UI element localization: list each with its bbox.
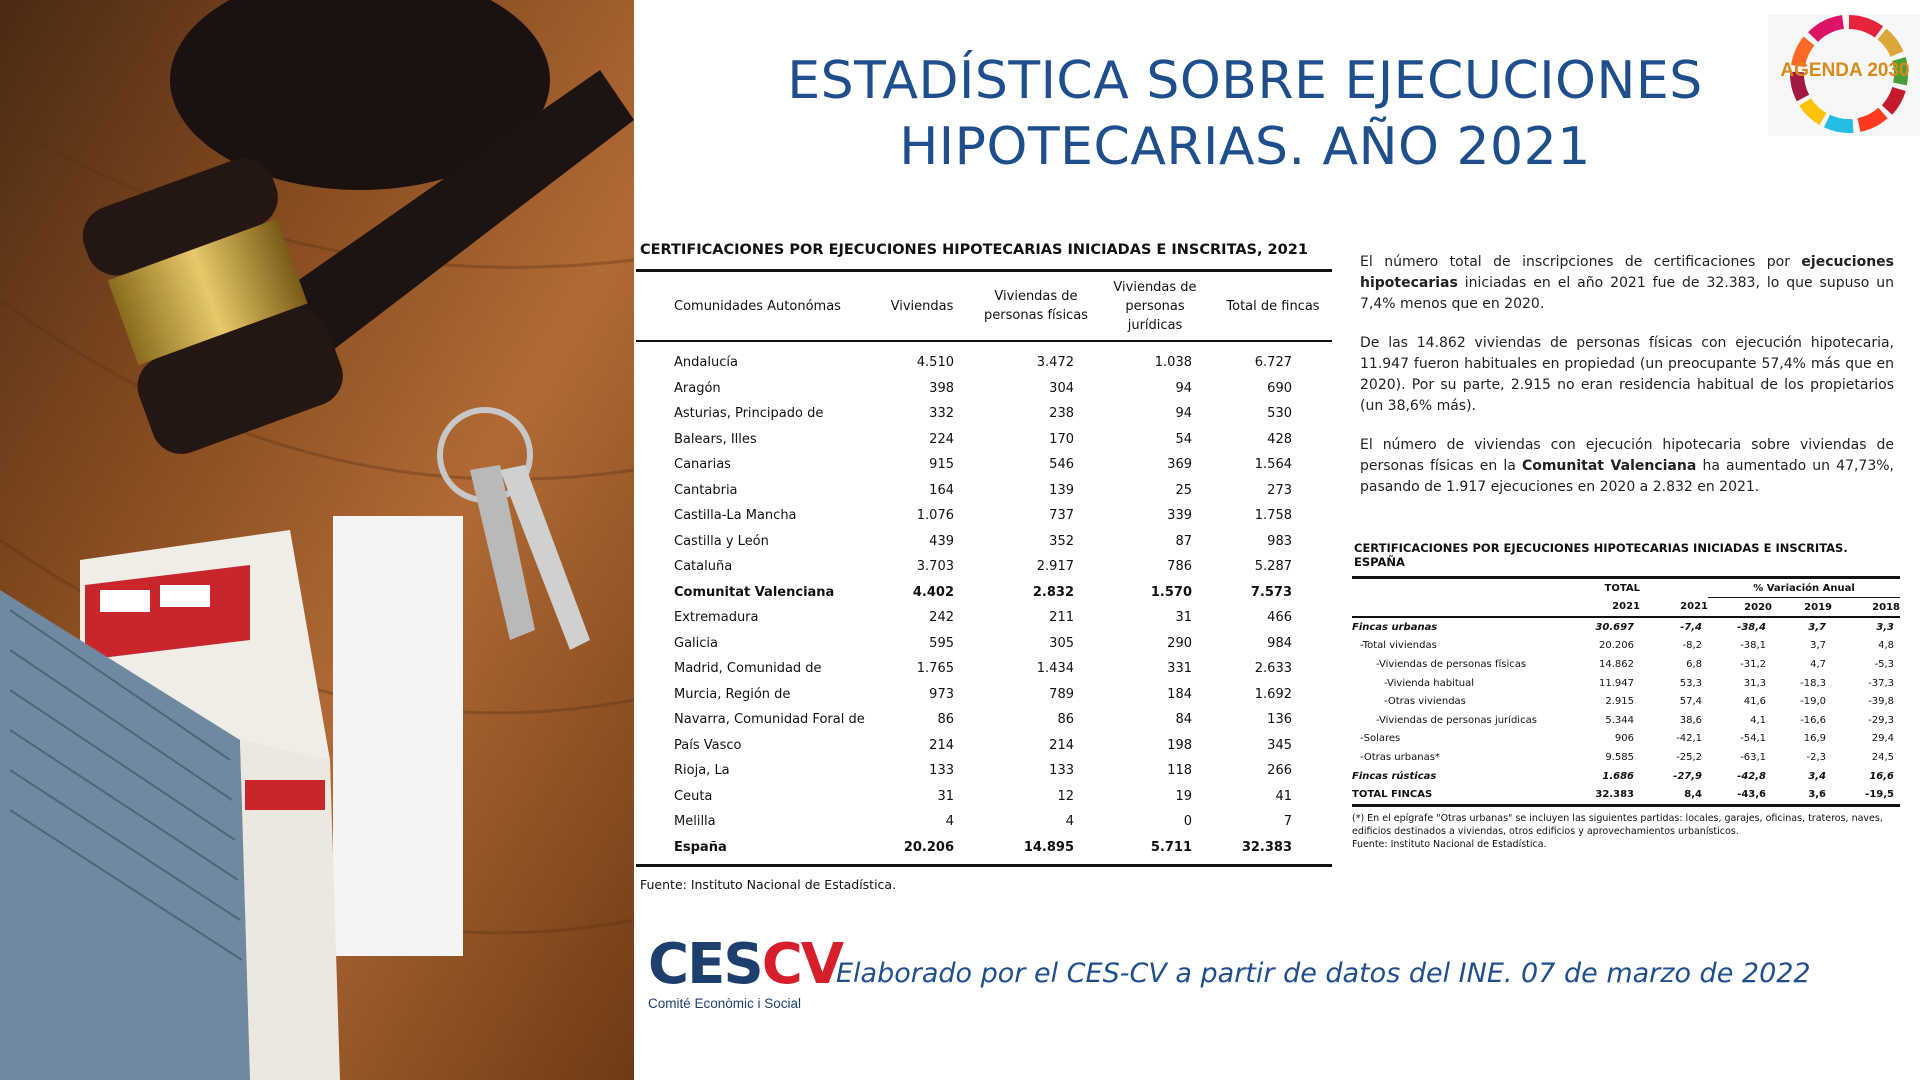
table-row [636, 341, 1332, 376]
variation-value: -31,2 [1740, 658, 1766, 670]
variation-value: -8,2 [1682, 640, 1702, 652]
fisicas-value: 4 [1065, 814, 1074, 830]
table-row [1352, 674, 1900, 693]
fisicas-value: 789 [1049, 686, 1074, 702]
table-row [636, 478, 1332, 504]
variation-value: 3,4 [1808, 770, 1826, 782]
variation-value: -18,3 [1800, 677, 1826, 689]
total-value: 9.585 [1605, 751, 1634, 763]
region-name: Galicia [674, 635, 718, 651]
table-row [1352, 711, 1900, 730]
region-name: Murcia, Región de [674, 686, 791, 702]
logo-subtitle: Comité Econòmic i Social [648, 996, 802, 1011]
viviendas-value: 332 [929, 406, 954, 422]
fisicas-value: 3.472 [1036, 355, 1074, 371]
total-value: 266 [1267, 763, 1292, 779]
regional-table [636, 269, 1332, 867]
region-name: Comunitat Valenciana [674, 584, 835, 600]
fisicas-value: 1.434 [1036, 661, 1074, 677]
spain-year-header: 2018 [1832, 598, 1900, 618]
col-header-juridicas: Viviendas de personas jurídicas [1096, 271, 1214, 342]
spain-year-header: 2021 [1640, 598, 1708, 618]
variation-value: 31,3 [1743, 677, 1766, 689]
viviendas-value: 224 [929, 431, 954, 447]
variation-value: 38,6 [1679, 714, 1702, 726]
total-value: 906 [1614, 733, 1634, 745]
variation-value: 3,6 [1772, 785, 1832, 805]
region-name: Balears, Illes [674, 431, 757, 447]
variation-value: 4,1 [1750, 714, 1766, 726]
viviendas-value: 915 [929, 457, 954, 473]
variation-value: 16,6 [1869, 770, 1894, 782]
juridicas-value: 94 [1175, 406, 1192, 422]
spain-table-footnote: (*) En el epígrafe "Otras urbanas" se incluyen las siguientes partidas: locales, garajes, oficinas, trateros, naves, edificios destinados a viviendas, otros edificios y aprovechamientos urbanísticos. [1352, 812, 1883, 837]
viviendas-value: 4 [945, 814, 954, 830]
fisicas-value: 139 [1049, 482, 1074, 498]
variation-value: -27,9 [1673, 770, 1702, 782]
row-label: -Viviendas de personas físicas [1376, 658, 1527, 670]
juridicas-value: 1.038 [1154, 355, 1192, 371]
table-row [636, 758, 1332, 784]
total-value: 1.686 [1602, 770, 1634, 782]
juridicas-value: 5.711 [1096, 835, 1214, 866]
total-value: 345 [1267, 737, 1292, 753]
col-header-viviendas: Viviendas [868, 271, 976, 342]
spain-table-section [1352, 541, 1900, 851]
juridicas-value: 31 [1175, 610, 1192, 626]
spain-table [1352, 576, 1900, 807]
fisicas-value: 86 [1057, 712, 1074, 728]
fisicas-value: 238 [1049, 406, 1074, 422]
col-header-fisicas: Viviendas de personas físicas [976, 271, 1096, 342]
summary-text [1360, 252, 1894, 516]
juridicas-value: 87 [1175, 533, 1192, 549]
table-row [1352, 748, 1900, 767]
region-name: Cataluña [674, 559, 733, 575]
variation-value: 3,3 [1876, 621, 1894, 633]
variation-value: -42,1 [1676, 733, 1702, 745]
viviendas-value: 1.765 [916, 661, 954, 677]
variation-value: -42,8 [1737, 770, 1766, 782]
variation-value: 3,7 [1810, 640, 1826, 652]
region-name: Melilla [674, 814, 716, 830]
page-title [700, 48, 1790, 180]
total-value: 20.206 [1599, 640, 1634, 652]
juridicas-value: 786 [1167, 559, 1192, 575]
juridicas-value: 19 [1175, 788, 1192, 804]
juridicas-value: 339 [1167, 508, 1192, 524]
fisicas-value: 170 [1049, 431, 1074, 447]
juridicas-value: 84 [1175, 712, 1192, 728]
table-row [1352, 637, 1900, 656]
table-row [636, 682, 1332, 708]
regional-table-title: CERTIFICACIONES POR EJECUCIONES HIPOTECARIAS INICIADAS E INSCRITAS, 2021 [640, 242, 1308, 258]
variation-value: 29,4 [1871, 733, 1894, 745]
spain-header-total: TOTAL [1560, 578, 1640, 598]
juridicas-value: 118 [1167, 763, 1192, 779]
variation-value: -38,4 [1737, 621, 1766, 633]
variation-value: -37,3 [1868, 677, 1894, 689]
total-value: 7.573 [1250, 584, 1292, 600]
variation-value: 41,6 [1743, 696, 1766, 708]
table-row [636, 452, 1332, 478]
total-value: 41 [1275, 788, 1292, 804]
total-value: 32.383 [1214, 835, 1332, 866]
total-value: 428 [1267, 431, 1292, 447]
total-value: 690 [1267, 380, 1292, 396]
summary-paragraph-3: El número de viviendas con ejecución hipotecaria sobre viviendas de personas físicas en la Comunitat Valenciana ha aumentado un 47,73%, pasando de 1.917 ejecuciones en 2020 a 2.832 en 2021. [1360, 437, 1894, 495]
spain-year-header: 2019 [1772, 598, 1832, 618]
variation-value: -38,1 [1740, 640, 1766, 652]
title-line-2: HIPOTECARIAS. AÑO 2021 [899, 117, 1591, 177]
total-value: 273 [1267, 482, 1292, 498]
variation-value: 16,9 [1803, 733, 1826, 745]
region-name: Ceuta [674, 788, 713, 804]
fisicas-value: 737 [1049, 508, 1074, 524]
table-row [636, 503, 1332, 529]
total-value: 2.915 [1605, 696, 1634, 708]
region-name: Andalucía [674, 355, 738, 371]
fisicas-value: 546 [1049, 457, 1074, 473]
variation-value: -25,2 [1676, 751, 1702, 763]
variation-value: 53,3 [1679, 677, 1702, 689]
viviendas-value: 595 [929, 635, 954, 651]
spain-table-notes [1352, 812, 1900, 851]
juridicas-value: 25 [1175, 482, 1192, 498]
total-value: 30.697 [1595, 621, 1634, 633]
variation-value: 24,5 [1871, 751, 1894, 763]
table-row [636, 580, 1332, 606]
total-value: 1.758 [1254, 508, 1292, 524]
spain-year-header: 2021 [1560, 598, 1640, 618]
total-value: 7 [1283, 814, 1292, 830]
viviendas-value: 398 [929, 380, 954, 396]
table-row [636, 707, 1332, 733]
variation-value: 4,8 [1878, 640, 1894, 652]
table-row [636, 733, 1332, 759]
juridicas-value: 184 [1167, 686, 1192, 702]
table-row [636, 656, 1332, 682]
variation-value: -54,1 [1740, 733, 1766, 745]
fisicas-value: 211 [1049, 610, 1074, 626]
viviendas-value: 133 [929, 763, 954, 779]
table-row [1352, 767, 1900, 786]
table-row [636, 376, 1332, 402]
region-name: Madrid, Comunidad de [674, 661, 822, 677]
table-row [1352, 785, 1900, 805]
viviendas-value: 4.402 [912, 584, 954, 600]
row-label: -Otras viviendas [1384, 696, 1466, 708]
variation-value: -16,6 [1800, 714, 1826, 726]
spain-header-variacion: % Variación Anual [1708, 578, 1900, 598]
total-value: 11.947 [1599, 677, 1634, 689]
variation-value: 6,8 [1686, 658, 1702, 670]
juridicas-value: 94 [1175, 380, 1192, 396]
total-value: 32.383 [1560, 785, 1640, 805]
total-value: 136 [1267, 712, 1292, 728]
viviendas-value: 4.510 [916, 355, 954, 371]
total-value: 6.727 [1254, 355, 1292, 371]
row-label: -Solares [1360, 733, 1401, 745]
viviendas-value: 3.703 [916, 559, 954, 575]
region-name: País Vasco [674, 737, 742, 753]
region-name: España [636, 835, 868, 866]
logo-cv-text: CV [761, 932, 843, 997]
row-label: -Total viviendas [1360, 640, 1437, 652]
region-name: Rioja, La [674, 763, 730, 779]
table-row [636, 605, 1332, 631]
table-row [636, 809, 1332, 835]
table-row [636, 554, 1332, 580]
fisicas-value: 214 [1049, 737, 1074, 753]
table-row [636, 401, 1332, 427]
variation-value: 57,4 [1679, 696, 1702, 708]
total-value: 984 [1267, 635, 1292, 651]
table-row [1352, 692, 1900, 711]
table-row [636, 835, 1332, 866]
variation-value: -5,3 [1874, 658, 1894, 670]
total-value: 5.287 [1254, 559, 1292, 575]
row-label: TOTAL FINCAS [1352, 785, 1560, 805]
region-name: Aragón [674, 380, 721, 396]
region-name: Extremadura [674, 610, 759, 626]
cescv-logo [648, 932, 843, 1016]
variation-value: -43,6 [1708, 785, 1772, 805]
region-name: Asturias, Principado de [674, 406, 824, 422]
variation-value: -29,3 [1868, 714, 1894, 726]
juridicas-value: 331 [1167, 661, 1192, 677]
spain-table-source: Fuente: Instituto Nacional de Estadística. [1352, 838, 1547, 850]
variation-value: 3,7 [1808, 621, 1826, 633]
variation-value: -2,3 [1806, 751, 1826, 763]
fisicas-value: 352 [1049, 533, 1074, 549]
variation-value: -39,8 [1868, 696, 1894, 708]
logo-ces-text: CES [648, 932, 762, 997]
juridicas-value: 0 [1183, 814, 1192, 830]
viviendas-value: 164 [929, 482, 954, 498]
region-name: Canarias [674, 457, 731, 473]
viviendas-value: 20.206 [868, 835, 976, 866]
total-value: 1.564 [1254, 457, 1292, 473]
row-label: Fincas urbanas [1352, 621, 1438, 633]
table-row [636, 784, 1332, 810]
summary-paragraph-2: De las 14.862 viviendas de personas físicas con ejecución hipotecaria, 11.947 fueron habituales en propiedad (un preocupante 57,4% más que en 2020). Por su parte, 2.915 no eran residencia habitual de los propietarios (un 38,6% más). [1360, 335, 1894, 414]
table-row [1352, 617, 1900, 637]
regional-table-section [636, 242, 1332, 892]
col-header-comunidades: Comunidades Autonómas [636, 271, 868, 342]
viviendas-value: 31 [937, 788, 954, 804]
table-row [1352, 655, 1900, 674]
footer-credit: Elaborado por el CES-CV a partir de datos del INE. 07 de marzo de 2022 [836, 958, 1811, 989]
table-row [636, 631, 1332, 657]
region-name: Navarra, Comunidad Foral de [674, 712, 865, 728]
total-value: 530 [1267, 406, 1292, 422]
viviendas-value: 214 [929, 737, 954, 753]
viviendas-value: 1.076 [916, 508, 954, 524]
variation-value: -19,5 [1832, 785, 1900, 805]
total-value: 983 [1267, 533, 1292, 549]
total-value: 1.692 [1254, 686, 1292, 702]
variation-value: 8,4 [1640, 785, 1708, 805]
col-header-total: Total de fincas [1214, 271, 1332, 342]
regional-table-source: Fuente: Instituto Nacional de Estadística. [640, 877, 897, 892]
table-row [636, 529, 1332, 555]
region-name: Cantabria [674, 482, 738, 498]
juridicas-value: 198 [1167, 737, 1192, 753]
juridicas-value: 1.570 [1150, 584, 1192, 600]
variation-value: -7,4 [1680, 621, 1702, 633]
fisicas-value: 305 [1049, 635, 1074, 651]
fisicas-value: 14.895 [976, 835, 1096, 866]
variation-value: -19,0 [1800, 696, 1826, 708]
title-line-1: ESTADÍSTICA SOBRE EJECUCIONES [787, 51, 1703, 111]
fisicas-value: 2.832 [1032, 584, 1074, 600]
total-value: 14.862 [1599, 658, 1634, 670]
row-label: -Viviendas de personas jurídicas [1376, 714, 1537, 726]
juridicas-value: 369 [1167, 457, 1192, 473]
row-label: -Otras urbanas* [1360, 751, 1440, 763]
total-value: 2.633 [1254, 661, 1292, 677]
total-value: 466 [1267, 610, 1292, 626]
region-name: Castilla-La Mancha [674, 508, 797, 524]
region-name: Castilla y León [674, 533, 769, 549]
viviendas-value: 973 [929, 686, 954, 702]
row-label: Fincas rústicas [1352, 770, 1437, 782]
gavel-house-photo [0, 0, 634, 1080]
juridicas-value: 290 [1167, 635, 1192, 651]
fisicas-value: 304 [1049, 380, 1074, 396]
spain-year-header: 2020 [1708, 598, 1772, 618]
fisicas-value: 2.917 [1036, 559, 1074, 575]
variation-value: -63,1 [1740, 751, 1766, 763]
table-row [636, 427, 1332, 453]
fisicas-value: 12 [1057, 788, 1074, 804]
fisicas-value: 133 [1049, 763, 1074, 779]
agenda-2030-logo [1768, 14, 1920, 136]
viviendas-value: 242 [929, 610, 954, 626]
variation-value: 4,7 [1810, 658, 1826, 670]
total-value: 5.344 [1605, 714, 1634, 726]
row-label: -Vivienda habitual [1384, 677, 1475, 689]
summary-paragraph-1: El número total de inscripciones de certificaciones por ejecuciones hipotecarias iniciadas en el año 2021 fue de 32.383, lo que supuso un 7,4% menos que en 2020. [1360, 254, 1894, 312]
table-row [1352, 730, 1900, 749]
agenda-2030-label: AGENDA 2030 [1780, 60, 1910, 81]
spain-table-title: CERTIFICACIONES POR EJECUCIONES HIPOTECARIAS INICIADAS E INSCRITAS. ESPAÑA [1354, 541, 1848, 569]
viviendas-value: 439 [929, 533, 954, 549]
viviendas-value: 86 [937, 712, 954, 728]
juridicas-value: 54 [1175, 431, 1192, 447]
